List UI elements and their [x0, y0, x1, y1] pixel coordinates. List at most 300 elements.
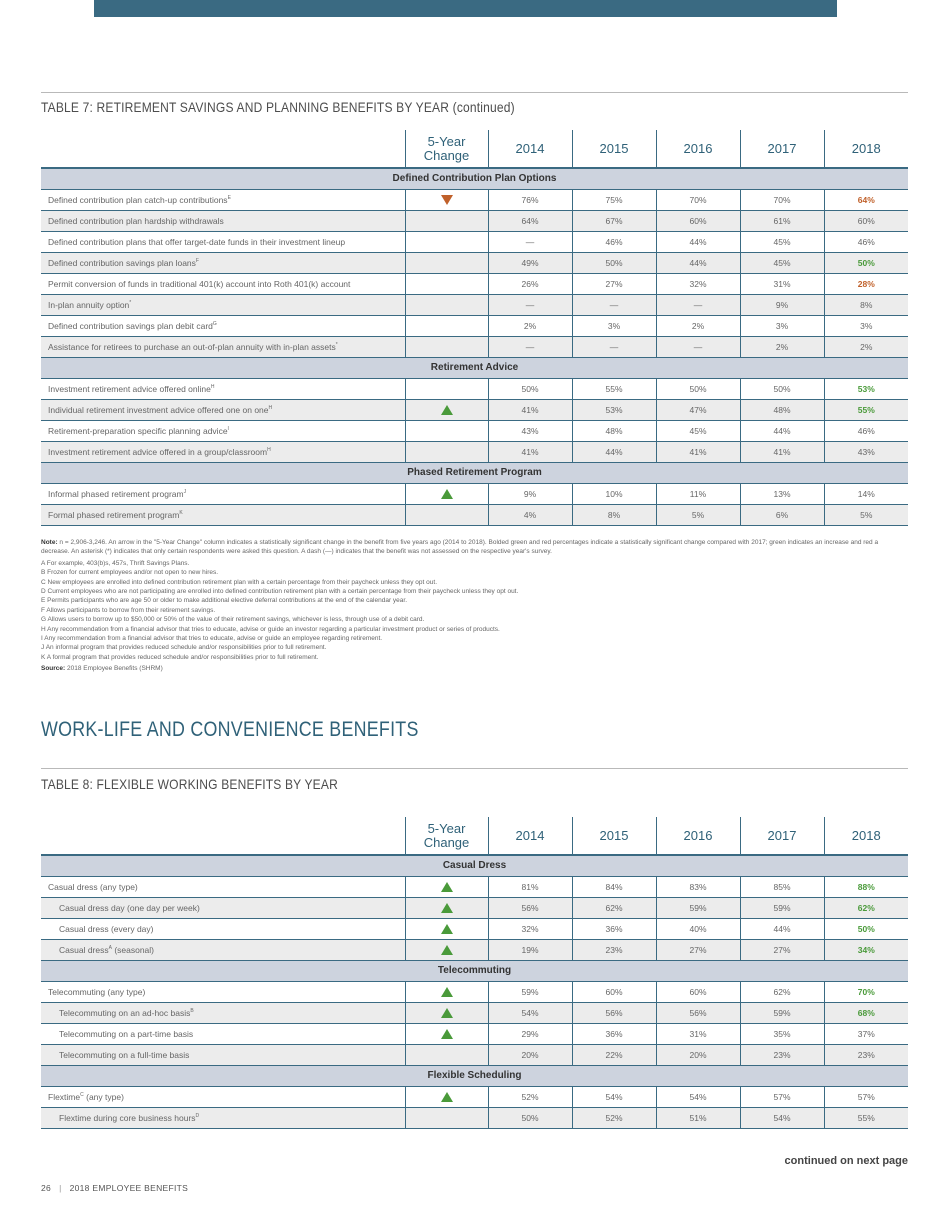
value-cell: 76%: [488, 189, 572, 210]
value-cell: 3%: [572, 315, 656, 336]
row-label-text: Casual dress day (one day per week): [59, 902, 200, 913]
header-5-year-change: 5-Year Change: [405, 817, 488, 855]
value-cell: 8%: [824, 294, 908, 315]
table-row: [41, 981, 908, 1002]
source-text: 2018 Employee Benefits (SHRM): [67, 665, 163, 673]
row-label: [41, 981, 405, 1002]
change-cell: [405, 504, 488, 525]
change-cell: [405, 273, 488, 294]
value-cell: —: [656, 294, 740, 315]
value-cell: 27%: [572, 273, 656, 294]
value-cell: 2%: [824, 336, 908, 357]
row-label-text: Flextime: [48, 1091, 81, 1102]
value-cell: 50%: [824, 252, 908, 273]
change-cell: [405, 876, 488, 897]
footnote-marker: K: [179, 509, 183, 516]
value-cell: 34%: [824, 939, 908, 960]
row-label: [41, 897, 405, 918]
value-cell: 44%: [656, 252, 740, 273]
value-cell: 41%: [740, 441, 824, 462]
value-cell: 4%: [488, 504, 572, 525]
value-cell: 45%: [656, 420, 740, 441]
value-cell: 44%: [740, 420, 824, 441]
footnote-marker: H: [210, 383, 215, 390]
footnote-marker: *: [335, 341, 338, 348]
value-cell: 64%: [488, 210, 572, 231]
value-cell: 57%: [824, 1086, 908, 1107]
header-year: 2015: [572, 130, 656, 168]
change-cell: [405, 918, 488, 939]
value-cell: 75%: [572, 189, 656, 210]
row-label-text: Assistance for retirees to purchase an out-of-plan annuity with in-plan assets: [48, 341, 336, 352]
source-label: Source:: [41, 665, 66, 673]
value-cell: 59%: [740, 1002, 824, 1023]
value-cell: 43%: [824, 441, 908, 462]
value-cell: 28%: [824, 273, 908, 294]
note-label: Note:: [41, 539, 58, 546]
value-cell: 67%: [572, 210, 656, 231]
table-row: [41, 504, 908, 525]
table-row: [41, 336, 908, 357]
value-cell: 70%: [656, 189, 740, 210]
value-cell: 31%: [656, 1023, 740, 1044]
value-cell: —: [572, 336, 656, 357]
row-label: [41, 189, 405, 210]
note-text: n = 2,906-3,246. An arrow in the "5-Year Change" column indicates a statistically significant change in the benefit from five years ago (2014 to 2018). Bolded green and red percentages indicate a statistically significant change compared with 2017; green indicates an increase and red a decrease. An asterisk (*) indicates that only certain respondents were asked this question. A dash (—) indicates that the benefit was not assessed on the respective year's survey.: [41, 539, 879, 556]
group-header: Retirement Advice: [41, 357, 908, 378]
value-cell: 85%: [740, 876, 824, 897]
value-cell: 10%: [572, 483, 656, 504]
increase-arrow-icon: [441, 903, 453, 913]
row-label-suffix: (any type): [83, 1091, 124, 1102]
value-cell: —: [572, 294, 656, 315]
row-label: [41, 1023, 405, 1044]
change-cell: [405, 420, 488, 441]
table-row: [41, 1002, 908, 1023]
value-cell: 59%: [488, 981, 572, 1002]
row-label-text: In-plan annuity option: [48, 299, 130, 310]
row-label: [41, 483, 405, 504]
footnote: D Current employees who are not participating are enrolled into defined contribution retirement plan with a certain percentage from their paycheck unless they opt out.: [41, 588, 519, 596]
row-label: [41, 1002, 405, 1023]
change-cell: [405, 315, 488, 336]
row-label-text: Telecommuting on a part-time basis: [59, 1028, 194, 1039]
row-label-text: Telecommuting (any type): [48, 986, 146, 997]
increase-arrow-icon: [441, 945, 453, 955]
value-cell: 81%: [488, 876, 572, 897]
value-cell: 50%: [824, 918, 908, 939]
value-cell: —: [488, 294, 572, 315]
value-cell: 32%: [488, 918, 572, 939]
table-row: [41, 441, 908, 462]
value-cell: 54%: [656, 1086, 740, 1107]
value-cell: 84%: [572, 876, 656, 897]
header-year: 2018: [824, 817, 908, 855]
value-cell: 6%: [740, 504, 824, 525]
value-cell: 22%: [572, 1044, 656, 1065]
change-cell: [405, 939, 488, 960]
value-cell: 14%: [824, 483, 908, 504]
value-cell: 5%: [656, 504, 740, 525]
value-cell: 5%: [824, 504, 908, 525]
value-cell: —: [488, 231, 572, 252]
value-cell: 83%: [656, 876, 740, 897]
row-label: [41, 876, 405, 897]
table-row: [41, 1086, 908, 1107]
value-cell: 56%: [656, 1002, 740, 1023]
row-label-text: Flextime during core business hours: [59, 1112, 196, 1123]
row-label-text: Informal phased retirement program: [48, 488, 184, 499]
footnote: E Permits participants who are age 50 or older to make additional elective deferral contributions at the end of the calendar year.: [41, 597, 408, 605]
table-row: [41, 294, 908, 315]
group-header: Phased Retirement Program: [41, 462, 908, 483]
value-cell: 53%: [572, 399, 656, 420]
footnote: K A formal program that provides reduced schedule and/or responsibilities prior to full retirement.: [41, 653, 319, 661]
row-label: [41, 441, 405, 462]
change-cell: [405, 336, 488, 357]
footnote: B Frozen for current employees and/or not open to new hires.: [41, 569, 219, 577]
row-label: [41, 378, 405, 399]
row-label-text: Telecommuting on an ad-hoc basis: [59, 1007, 191, 1018]
table-row: [41, 1107, 908, 1128]
footnote-marker: I: [227, 425, 229, 432]
row-label-text: Permit conversion of funds in traditional 401(k) account into Roth 401(k) account: [48, 278, 351, 289]
value-cell: 62%: [824, 897, 908, 918]
change-cell: [405, 1002, 488, 1023]
header-year: 2015: [572, 817, 656, 855]
header-year: 2018: [824, 130, 908, 168]
footnote: F Allows participants to borrow from their retirement savings.: [41, 606, 216, 614]
change-cell: [405, 231, 488, 252]
value-cell: 61%: [740, 210, 824, 231]
group-header: Casual Dress: [41, 855, 908, 876]
value-cell: 44%: [740, 918, 824, 939]
group-header: Flexible Scheduling: [41, 1065, 908, 1086]
header-year: 2017: [740, 817, 824, 855]
value-cell: 48%: [572, 420, 656, 441]
table-row: [41, 315, 908, 336]
group-header-row: [41, 855, 908, 876]
row-label: [41, 294, 405, 315]
change-cell: [405, 981, 488, 1002]
footnote-marker: D: [195, 1112, 200, 1119]
value-cell: 54%: [488, 1002, 572, 1023]
group-header: Defined Contribution Plan Options: [41, 168, 908, 189]
value-cell: 55%: [572, 378, 656, 399]
value-cell: 64%: [824, 189, 908, 210]
row-label-text: Defined contribution plans that offer target-date funds in their investment lineup: [48, 236, 346, 247]
value-cell: 3%: [740, 315, 824, 336]
value-cell: 9%: [740, 294, 824, 315]
row-label: [41, 315, 405, 336]
row-label: [41, 939, 405, 960]
value-cell: 32%: [656, 273, 740, 294]
value-cell: 41%: [488, 399, 572, 420]
footnote-marker: E: [227, 194, 231, 201]
increase-arrow-icon: [441, 882, 453, 892]
value-cell: 54%: [740, 1107, 824, 1128]
table-row: [41, 273, 908, 294]
row-label: [41, 252, 405, 273]
value-cell: —: [488, 336, 572, 357]
row-label: [41, 1107, 405, 1128]
value-cell: 2%: [740, 336, 824, 357]
row-label-text: Telecommuting on a full-time basis: [59, 1049, 190, 1060]
page-number: 26: [41, 1183, 52, 1193]
footnote-marker: B: [190, 1007, 194, 1014]
change-cell: [405, 1023, 488, 1044]
value-cell: 2%: [656, 315, 740, 336]
continued-note: continued on next page: [784, 1155, 908, 1167]
row-label-suffix: (seasonal): [111, 944, 155, 955]
header-blank-cell: [41, 130, 405, 168]
table7: [41, 130, 908, 526]
increase-arrow-icon: [441, 1092, 453, 1102]
value-cell: 60%: [572, 981, 656, 1002]
value-cell: 50%: [740, 378, 824, 399]
value-cell: 56%: [572, 1002, 656, 1023]
value-cell: 52%: [572, 1107, 656, 1128]
value-cell: 59%: [740, 897, 824, 918]
source-line: [41, 664, 908, 673]
value-cell: 47%: [656, 399, 740, 420]
group-header-row: [41, 1065, 908, 1086]
table-row: [41, 918, 908, 939]
row-label: [41, 231, 405, 252]
increase-arrow-icon: [441, 489, 453, 499]
value-cell: 46%: [572, 231, 656, 252]
table-row: [41, 1044, 908, 1065]
footnote-marker: F: [195, 257, 199, 264]
table-row: [41, 483, 908, 504]
value-cell: 56%: [488, 897, 572, 918]
table-row: [41, 897, 908, 918]
row-label: [41, 399, 405, 420]
value-cell: 36%: [572, 918, 656, 939]
value-cell: 19%: [488, 939, 572, 960]
group-header-row: [41, 168, 908, 189]
note-paragraph: [41, 538, 908, 557]
section-heading: WORK-LIFE AND CONVENIENCE BENEFITS: [41, 718, 419, 741]
footnote-marker: C: [80, 1091, 84, 1098]
table-row: [41, 876, 908, 897]
footnote-marker: H: [267, 446, 271, 453]
row-label: [41, 1086, 405, 1107]
change-cell: [405, 189, 488, 210]
table8: [41, 817, 908, 1129]
value-cell: 44%: [656, 231, 740, 252]
row-label-text: Casual dress (any type): [48, 881, 138, 892]
table-row: [41, 420, 908, 441]
table8-top-rule: [41, 768, 908, 769]
value-cell: 44%: [572, 441, 656, 462]
value-cell: 60%: [656, 981, 740, 1002]
value-cell: 29%: [488, 1023, 572, 1044]
value-cell: 70%: [740, 189, 824, 210]
value-cell: 50%: [488, 378, 572, 399]
change-cell: [405, 1044, 488, 1065]
table-row: [41, 210, 908, 231]
row-label-text: Retirement-preparation specific planning advice: [48, 425, 228, 436]
footnote-marker: *: [129, 299, 132, 306]
footnote-marker: J: [183, 488, 187, 495]
increase-arrow-icon: [441, 405, 453, 415]
row-label-text: Individual retirement investment advice offered one on one: [48, 404, 269, 415]
footnote: H Any recommendation from a financial advisor that tries to educate, advise or guide an investor regarding a particular investment product or series of products.: [41, 625, 500, 633]
value-cell: 20%: [656, 1044, 740, 1065]
change-cell: [405, 210, 488, 231]
value-cell: 88%: [824, 876, 908, 897]
value-cell: 20%: [488, 1044, 572, 1065]
table7-notes: [41, 538, 908, 674]
footer-separator: |: [59, 1183, 62, 1193]
value-cell: 36%: [572, 1023, 656, 1044]
header-year: 2016: [656, 130, 740, 168]
table8-header-row: [41, 817, 908, 855]
change-cell: [405, 294, 488, 315]
value-cell: 13%: [740, 483, 824, 504]
header-year: 2014: [488, 817, 572, 855]
value-cell: 41%: [488, 441, 572, 462]
change-cell: [405, 897, 488, 918]
table7-top-rule: [41, 92, 908, 93]
header-year: 2016: [656, 817, 740, 855]
value-cell: 46%: [824, 420, 908, 441]
value-cell: 45%: [740, 231, 824, 252]
value-cell: 50%: [488, 1107, 572, 1128]
value-cell: 27%: [656, 939, 740, 960]
value-cell: 62%: [572, 897, 656, 918]
value-cell: 45%: [740, 252, 824, 273]
increase-arrow-icon: [441, 1029, 453, 1039]
group-header-row: [41, 960, 908, 981]
table-row: [41, 939, 908, 960]
row-label: [41, 504, 405, 525]
value-cell: 23%: [572, 939, 656, 960]
value-cell: 60%: [824, 210, 908, 231]
value-cell: 3%: [824, 315, 908, 336]
row-label-text: Casual dress (every day): [59, 923, 154, 934]
footnote-marker: G: [212, 320, 217, 327]
change-cell: [405, 1107, 488, 1128]
footnote-marker: A: [108, 944, 112, 951]
value-cell: 54%: [572, 1086, 656, 1107]
value-cell: 59%: [656, 897, 740, 918]
row-label: [41, 918, 405, 939]
change-cell: [405, 378, 488, 399]
footnote: C New employees are enrolled into defined contribution retirement plan with a certain percentage from their paycheck unless they opt out.: [41, 578, 437, 586]
increase-arrow-icon: [441, 924, 453, 934]
footnote: G Allows users to borrow up to $50,000 or 50% of the value of their retirement savings, whichever is less, through use of a debit card.: [41, 616, 425, 624]
value-cell: 9%: [488, 483, 572, 504]
row-label-text: Investment retirement advice offered in a group/classroom: [48, 446, 268, 457]
row-label-text: Formal phased retirement program: [48, 509, 180, 520]
value-cell: 27%: [740, 939, 824, 960]
row-label-text: Defined contribution savings plan debit card: [48, 320, 213, 331]
value-cell: 53%: [824, 378, 908, 399]
value-cell: 50%: [572, 252, 656, 273]
value-cell: 37%: [824, 1023, 908, 1044]
row-label-text: Casual dress: [59, 944, 109, 955]
value-cell: 48%: [740, 399, 824, 420]
header-color-bar: [94, 0, 837, 17]
value-cell: 57%: [740, 1086, 824, 1107]
value-cell: 23%: [824, 1044, 908, 1065]
value-cell: 52%: [488, 1086, 572, 1107]
value-cell: 2%: [488, 315, 572, 336]
table-row: [41, 252, 908, 273]
row-label-text: Defined contribution plan catch-up contributions: [48, 194, 228, 205]
table7-title: TABLE 7: RETIREMENT SAVINGS AND PLANNING BENEFITS BY YEAR (continued): [41, 99, 515, 115]
footnote: I Any recommendation from a financial advisor that tries to educate, advise or guide an employee regarding retirement.: [41, 635, 383, 643]
table-row: [41, 1023, 908, 1044]
row-label-text: Defined contribution savings plan loans: [48, 257, 196, 268]
footer-doc-title: 2018 EMPLOYEE BENEFITS: [69, 1183, 189, 1193]
table-row: [41, 189, 908, 210]
value-cell: 50%: [656, 378, 740, 399]
header-year: 2017: [740, 130, 824, 168]
value-cell: 46%: [824, 231, 908, 252]
table-row: [41, 378, 908, 399]
value-cell: 41%: [656, 441, 740, 462]
footnotes-list: [41, 559, 908, 662]
change-cell: [405, 441, 488, 462]
change-cell: [405, 399, 488, 420]
value-cell: 35%: [740, 1023, 824, 1044]
value-cell: 40%: [656, 918, 740, 939]
row-label: [41, 1044, 405, 1065]
page-footer: [41, 1183, 188, 1193]
group-header-row: [41, 357, 908, 378]
value-cell: 23%: [740, 1044, 824, 1065]
row-label: [41, 210, 405, 231]
row-label-text: Investment retirement advice offered online: [48, 383, 211, 394]
value-cell: 62%: [740, 981, 824, 1002]
value-cell: 26%: [488, 273, 572, 294]
footnote: J An informal program that provides reduced schedule and/or responsibilities prior to full retirement.: [41, 644, 327, 652]
value-cell: 68%: [824, 1002, 908, 1023]
header-blank-cell: [41, 817, 405, 855]
row-label: [41, 336, 405, 357]
footnote-marker: H: [268, 404, 273, 411]
value-cell: 31%: [740, 273, 824, 294]
value-cell: 51%: [656, 1107, 740, 1128]
row-label: [41, 273, 405, 294]
row-label-text: Defined contribution plan hardship withdrawals: [48, 215, 224, 226]
group-header-row: [41, 462, 908, 483]
header-year: 2014: [488, 130, 572, 168]
value-cell: 11%: [656, 483, 740, 504]
value-cell: 55%: [824, 1107, 908, 1128]
table-row: [41, 399, 908, 420]
value-cell: 49%: [488, 252, 572, 273]
row-label: [41, 420, 405, 441]
change-cell: [405, 1086, 488, 1107]
table8-title: TABLE 8: FLEXIBLE WORKING BENEFITS BY YEAR: [41, 776, 338, 792]
header-5-year-change: 5-Year Change: [405, 130, 488, 168]
increase-arrow-icon: [441, 1008, 453, 1018]
footnote: A For example, 403(b)s, 457s, Thrift Savings Plans.: [41, 559, 190, 567]
value-cell: 43%: [488, 420, 572, 441]
change-cell: [405, 252, 488, 273]
value-cell: —: [656, 336, 740, 357]
value-cell: 70%: [824, 981, 908, 1002]
value-cell: 8%: [572, 504, 656, 525]
table7-header-row: [41, 130, 908, 168]
value-cell: 55%: [824, 399, 908, 420]
increase-arrow-icon: [441, 987, 453, 997]
decrease-arrow-icon: [441, 195, 453, 205]
